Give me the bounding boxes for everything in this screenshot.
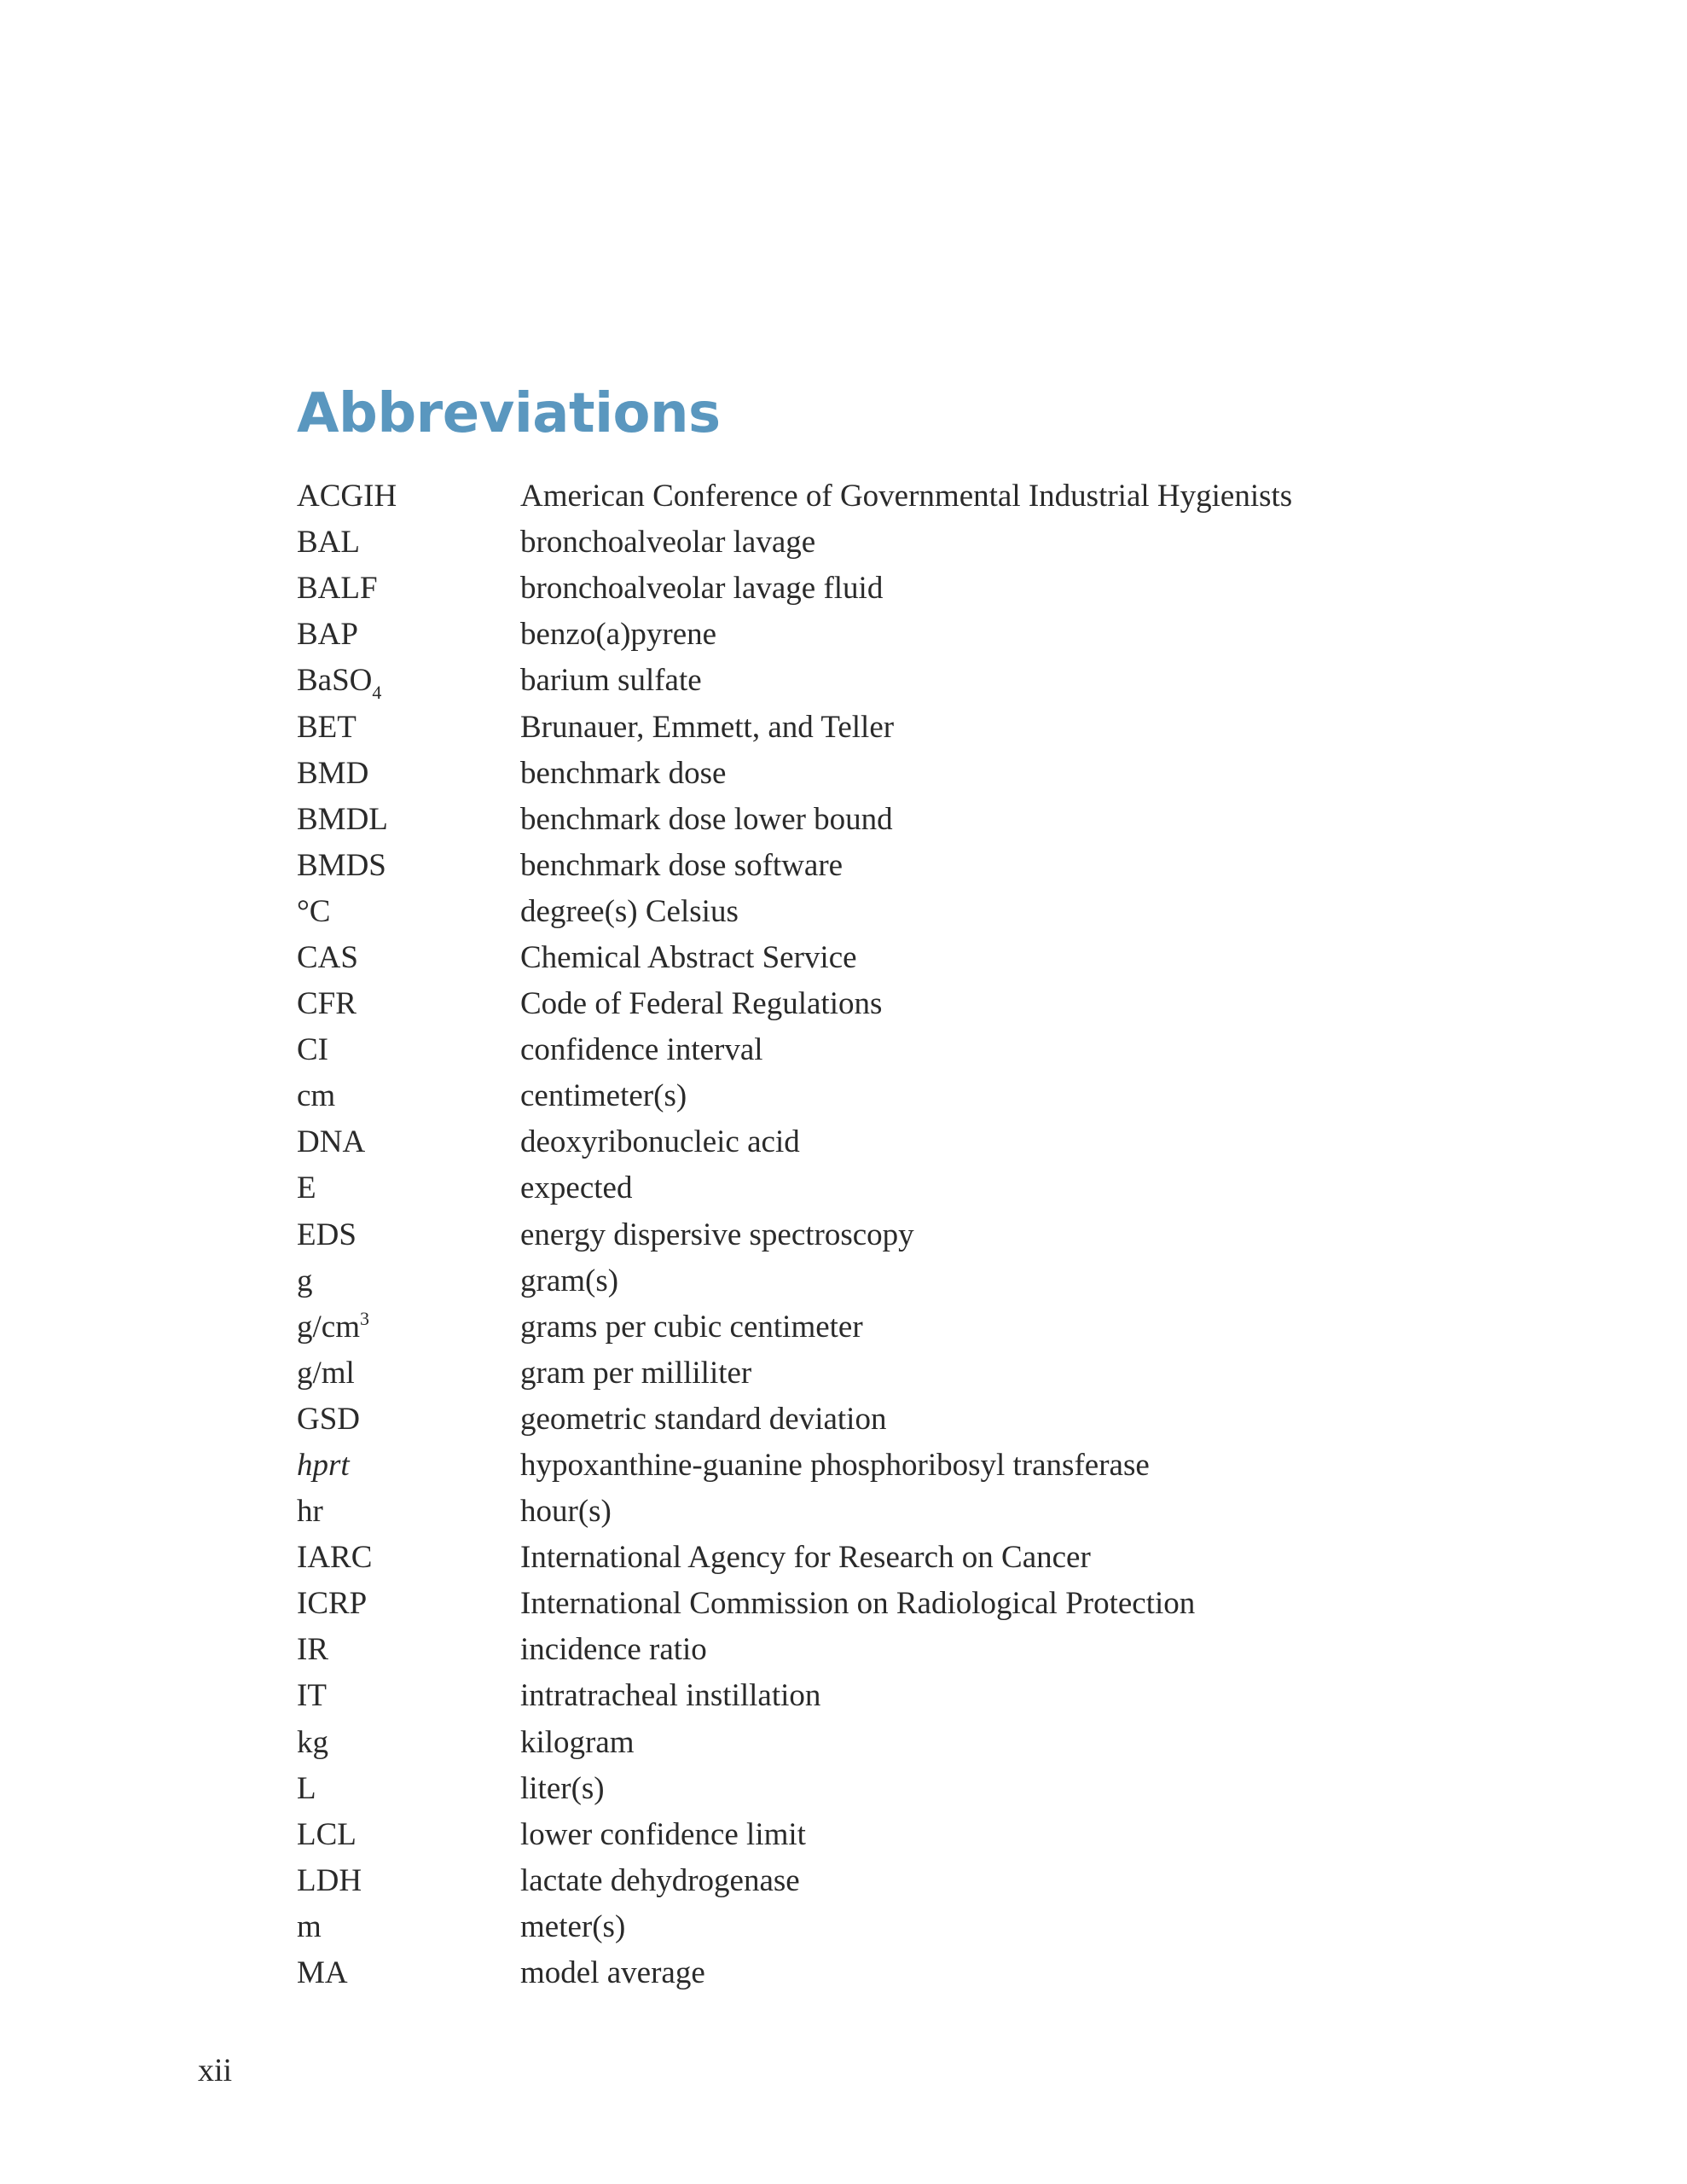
abbreviation-term (297, 935, 520, 981)
abbreviation-term (297, 1073, 520, 1119)
abbreviation-term (297, 1258, 520, 1304)
abbreviation-row (297, 843, 1406, 889)
abbreviation-definition: meter(s) (520, 1908, 626, 1944)
abbreviation-row (297, 1443, 1406, 1489)
abbreviation-definition: geometric standard deviation (520, 1401, 887, 1437)
abbreviation-row (297, 1627, 1406, 1673)
abbreviation-row (297, 520, 1406, 566)
abbreviation-row (297, 704, 1406, 750)
abbreviation-row (297, 1950, 1406, 1996)
abbreviation-definition: grams per cubic centimeter (520, 1309, 863, 1345)
abbreviation-row (297, 1212, 1406, 1258)
abbreviation-term (297, 797, 520, 843)
abbreviation-term (297, 1858, 520, 1904)
abbreviation-definition: benchmark dose software (520, 847, 844, 883)
abbreviation-definition: International Agency for Research on Cancer (520, 1540, 1091, 1576)
page-number: xii (198, 2053, 233, 2088)
abbreviation-definition: barium sulfate (520, 663, 702, 699)
abbreviation-definition: International Commission on Radiological Protection (520, 1586, 1196, 1622)
abbreviation-definition: benchmark dose lower bound (520, 801, 893, 837)
abbreviation-definition: hypoxanthine-guanine phosphoribosyl transferase (520, 1448, 1150, 1484)
abbreviation-term-text: g/ml (297, 1355, 355, 1391)
abbreviation-term-subscript: 4 (372, 682, 382, 704)
abbreviation-row (297, 1258, 1406, 1304)
abbreviation-row (297, 889, 1406, 935)
abbreviation-row (297, 751, 1406, 797)
abbreviation-term-text: IT (297, 1678, 327, 1714)
abbreviation-definition: Chemical Abstract Service (520, 939, 857, 975)
abbreviation-row (297, 1119, 1406, 1165)
abbreviation-term (297, 1027, 520, 1073)
abbreviation-row (297, 1766, 1406, 1812)
abbreviation-term-text: BaSO (297, 663, 373, 699)
abbreviation-term-text: °C (297, 893, 331, 929)
abbreviation-term-text: BMDL (297, 801, 388, 837)
abbreviation-definition: Code of Federal Regulations (520, 986, 883, 1022)
abbreviation-term (297, 1489, 520, 1535)
abbreviation-term (297, 612, 520, 658)
abbreviation-definition: confidence interval (520, 1032, 763, 1068)
abbreviation-term-text: LCL (297, 1816, 357, 1852)
abbreviation-term (297, 1535, 520, 1581)
abbreviation-definition: hour(s) (520, 1494, 612, 1530)
abbreviation-row (297, 1397, 1406, 1443)
abbreviation-term (297, 1766, 520, 1812)
abbreviation-definition: bronchoalveolar lavage (520, 525, 816, 561)
abbreviation-row (297, 1720, 1406, 1766)
abbreviation-term-text: MA (297, 1955, 348, 1991)
abbreviation-term (297, 1627, 520, 1673)
abbreviation-definition: energy dispersive spectroscopy (520, 1217, 914, 1252)
abbreviation-row (297, 1673, 1406, 1719)
abbreviation-term-text: BAL (297, 525, 360, 561)
abbreviation-term-text: IARC (297, 1540, 373, 1576)
abbreviation-term (297, 1950, 520, 1996)
abbreviation-definition: American Conference of Governmental Industrial Hygienists (520, 479, 1293, 514)
abbreviation-term (297, 1304, 520, 1350)
abbreviation-row (297, 1904, 1406, 1950)
abbreviation-term (297, 473, 520, 520)
abbreviation-definition: incidence ratio (520, 1632, 707, 1668)
abbreviation-definition: bronchoalveolar lavage fluid (520, 571, 884, 607)
abbreviation-term (297, 566, 520, 612)
abbreviation-term-text: CFR (297, 986, 357, 1022)
abbreviation-term (297, 1581, 520, 1627)
abbreviation-row (297, 1812, 1406, 1858)
abbreviation-term-text: hr (297, 1494, 323, 1530)
abbreviation-row (297, 1073, 1406, 1119)
abbreviation-row (297, 1858, 1406, 1904)
abbreviation-term-text: CAS (297, 939, 358, 975)
abbreviation-term-text: BAP (297, 617, 358, 653)
abbreviation-term-text: BMD (297, 755, 369, 791)
abbreviation-term-text: LDH (297, 1862, 362, 1898)
abbreviation-term (297, 981, 520, 1027)
abbreviation-definition: benzo(a)pyrene (520, 617, 717, 653)
abbreviation-term (297, 1212, 520, 1258)
abbreviation-term-text: DNA (297, 1124, 366, 1160)
abbreviation-definition: deoxyribonucleic acid (520, 1124, 800, 1160)
page-title: Abbreviations (297, 382, 721, 445)
abbreviation-term-text: kg (297, 1724, 328, 1760)
abbreviation-definition: gram per milliliter (520, 1355, 752, 1391)
abbreviation-definition: lower confidence limit (520, 1816, 806, 1852)
abbreviation-term-text: L (297, 1770, 316, 1806)
abbreviation-row (297, 612, 1406, 658)
abbreviation-term-text: BET (297, 709, 357, 745)
abbreviation-term (297, 1165, 520, 1211)
abbreviation-term-text: BMDS (297, 847, 386, 883)
abbreviation-definition: intratracheal instillation (520, 1678, 821, 1714)
abbreviations-list (297, 473, 1406, 1996)
abbreviation-definition: benchmark dose (520, 755, 727, 791)
abbreviation-row (297, 1581, 1406, 1627)
abbreviation-term (297, 1673, 520, 1719)
abbreviation-term (297, 1904, 520, 1950)
abbreviation-term-text: EDS (297, 1217, 357, 1252)
abbreviation-term (297, 843, 520, 889)
abbreviation-term (297, 1397, 520, 1443)
abbreviation-row (297, 981, 1406, 1027)
abbreviation-definition: expected (520, 1170, 633, 1206)
abbreviation-definition: kilogram (520, 1724, 635, 1760)
abbreviation-term (297, 705, 520, 751)
abbreviation-definition: degree(s) Celsius (520, 893, 739, 929)
abbreviation-row (297, 1489, 1406, 1535)
abbreviation-row (297, 473, 1406, 520)
abbreviation-row (297, 1535, 1406, 1581)
abbreviation-term-text: E (297, 1170, 316, 1206)
abbreviation-term (297, 1443, 520, 1489)
abbreviation-term-text: cm (297, 1078, 336, 1114)
abbreviation-term-text: ICRP (297, 1586, 368, 1622)
abbreviation-term-text: IR (297, 1632, 328, 1668)
abbreviation-term-superscript: 3 (359, 1307, 369, 1329)
abbreviation-term-text: CI (297, 1032, 328, 1068)
abbreviation-term-text: ACGIH (297, 479, 397, 514)
abbreviation-row (297, 1027, 1406, 1073)
abbreviation-term (297, 1720, 520, 1766)
abbreviation-definition: lactate dehydrogenase (520, 1862, 800, 1898)
abbreviation-row (297, 566, 1406, 612)
abbreviation-term-text: g/cm (297, 1309, 360, 1345)
abbreviation-row (297, 1304, 1406, 1350)
abbreviation-term (297, 658, 520, 704)
abbreviation-term (297, 1119, 520, 1165)
abbreviation-definition: liter(s) (520, 1770, 605, 1806)
abbreviation-term (297, 520, 520, 566)
abbreviation-row (297, 1350, 1406, 1397)
abbreviation-term-text: hprt (297, 1448, 350, 1484)
abbreviation-definition: model average (520, 1955, 705, 1991)
abbreviation-row (297, 658, 1406, 704)
abbreviation-term (297, 751, 520, 797)
abbreviation-definition: Brunauer, Emmett, and Teller (520, 709, 895, 745)
abbreviation-term (297, 1350, 520, 1397)
abbreviation-term-text: BALF (297, 571, 378, 607)
abbreviation-term (297, 1812, 520, 1858)
abbreviation-definition: gram(s) (520, 1263, 619, 1298)
abbreviation-row (297, 797, 1406, 843)
abbreviation-term-text: g (297, 1263, 313, 1298)
abbreviation-term-text: GSD (297, 1401, 361, 1437)
abbreviation-row (297, 935, 1406, 981)
abbreviation-row (297, 1165, 1406, 1211)
abbreviation-term-text: m (297, 1908, 322, 1944)
abbreviation-definition: centimeter(s) (520, 1078, 687, 1114)
abbreviation-term (297, 889, 520, 935)
